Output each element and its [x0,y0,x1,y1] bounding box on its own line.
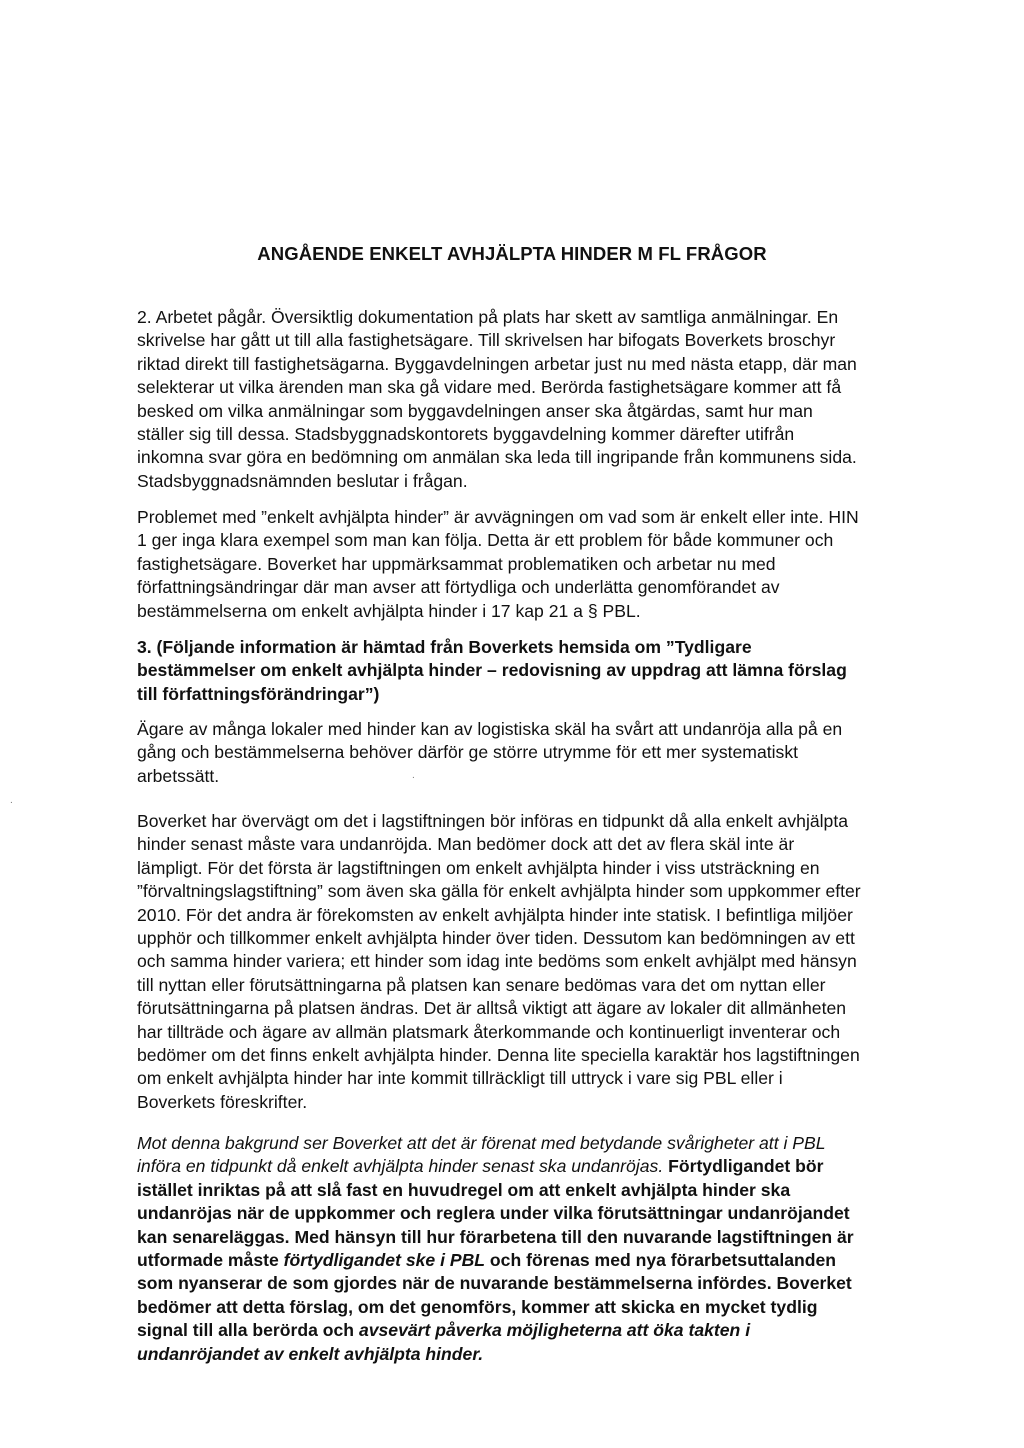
text-line: riktad direkt till fastighetsägarna. Byggavdelningen arbetar just nu med nästa etapp, där man [137,353,857,374]
text-line: ställer sig till dessa. Stadsbyggnadskontorets byggavdelning kommer därefter utifrån [137,424,795,445]
scan-speck: . [10,795,13,806]
italic-line: Mot denna bakgrund ser Boverket att det är förenat med betydande svårigheter att i PBL [137,1133,826,1153]
bold-segment: Förtydligandet bör [663,1156,824,1177]
mixed-line [137,1319,919,1342]
document-title: ANGÅENDE ENKELT AVHJÄLPTA HINDER M FL FRÅGOR [257,243,767,264]
bold-line: bedömer att detta förslag, om det genomförs, kommer att skicka en mycket tydlig [137,1296,818,1317]
text-line: om enkelt avhjälpta hinder har inte kommit tillräckligt till uttryck i vare sig PBL eller i [137,1068,783,1089]
text-line: Stadsbyggnadsnämnden beslutar i frågan. [137,470,468,491]
text-line: förutsättningarna på platsen ändras. Det är alltså viktigt att ägare av lokaler dit allmänheten [137,998,847,1019]
scan-speck: . [412,770,415,781]
problem-paragraph [137,506,919,623]
text-line: selekterar ut vilka ärenden man ska gå vidare med. Berörda fastighetsägare kommer att få [137,377,842,398]
bold-line: undanröjas när de uppkommer och reglera under vilka förutsättningar undanröjandet [137,1203,850,1224]
italic-segment: införa en tidpunkt då enkelt avhjälpta hinder senast ska undanröjas. [137,1156,664,1177]
heading-line: bestämmelser om enkelt avhjälpta hinder – redovisning av uppdrag att lämna förslag [137,660,847,681]
bold-segment: utformade måste [137,1250,284,1271]
text-line: besked om vilka anmälningar som byggavdelningen anser ska åtgärdas, samt hur man [137,400,813,421]
owners-paragraph [137,718,919,788]
boverket-paragraph [137,810,919,1114]
bold-italic-line: undanröjandet av enkelt avhjälpta hinder. [137,1343,484,1364]
text-line: skrivelse har gått ut till alla fastighetsägare. Till skrivelsen har bifogats Boverkets broschyr [137,330,836,351]
text-line: Ägare av många lokaler med hinder kan av logistiska skäl ha svårt att undanröja alla på en [137,719,843,739]
bold-italic-segment: förtydligandet ske i PBL [283,1250,486,1271]
text-line: gång och bestämmelserna behöver därför ge större utrymme för ett mer systematiskt [137,742,799,763]
section-2-paragraph [137,306,919,493]
mixed-line [137,1155,919,1178]
text-line: har tillträde och ägare av allmän platsmark återkommande och kontinuerligt inventerar och [137,1021,841,1042]
text-line: ”förvaltningslagstiftning” som även ska gälla för enkelt avhjälpta hinder som uppkommer efter [137,881,861,902]
text-line: bestämmelserna om enkelt avhjälpta hinder i 17 kap 21 a § PBL. [137,600,641,621]
mixed-line [137,1249,919,1272]
text-line: Problemet med ”enkelt avhjälpta hinder” är avvägningen om vad som är enkelt eller inte. HIN [137,507,859,527]
text-line: fastighetsägare. Boverket har uppmärksammat problematiken och arbetar nu med [137,553,776,574]
bold-line: istället inriktas på att slå fast en huvudregel om att enkelt avhjälpta hinder ska [137,1179,791,1200]
text-line: Boverket har övervägt om det i lagstiftningen bör införas en tidpunkt då alla enkelt avhjälpta [137,811,849,831]
text-line: lämpligt. För det första är lagstiftningen om enkelt avhjälpta hinder i viss utsträckning en [137,857,820,878]
text-line: och samma hinder variera; ett hinder som idag inte bedöms som enkelt avhjälpt med hänsyn [137,951,857,972]
bold-line: kan senareläggas. Med hänsyn till hur förarbetena till den nuvarande lagstiftningen är [137,1226,854,1247]
text-line: 1 ger inga klara exempel som man kan följa. Detta är ett problem för både kommuner och [137,530,834,551]
text-line: Boverkets föreskrifter. [137,1091,308,1112]
bold-segment: och förenas med nya förarbetsuttalanden [485,1250,837,1271]
text-line: författningsändringar där man avser att förtydliga och underlätta genomförandet av [137,577,780,598]
heading-line: till författningsförändringar”) [137,683,380,704]
text-line: bedömer om det finns enkelt avhjälpta hinder. Denna lite speciella karaktär hos lagstiftningen [137,1045,860,1066]
conclusion-paragraph [137,1132,919,1366]
text-line: till nyttan eller förutsättningarna på platsen kan senare bedömas vara det om nyttan eller [137,974,826,995]
text-line: hinder senast måste vara undanröjda. Man bedömer dock att det av flera skäl inte är [137,834,795,855]
heading-line: 3. (Följande information är hämtad från Boverkets hemsida om ”Tydligare [137,637,752,657]
text-line: 2010. För det andra är förekomsten av enkelt avhjälpta hinder inte statisk. I befintliga miljöer [137,904,853,925]
text-line: inkomna svar göra en bedömning om anmälan ska leda till ingripande från kommunens sida. [137,447,857,468]
bold-segment: signal till alla berörda och [137,1320,359,1341]
text-line: arbetssätt. [137,765,220,786]
bold-line: som nyanserar de som gjordes när de nuvarande bestämmelserna infördes. Boverket [137,1273,852,1294]
text-line: 2. Arbetet pågår. Översiktlig dokumentation på plats har skett av samtliga anmälningar. En [137,307,839,327]
text-line: upphör och tillkommer enkelt avhjälpta hinder över tiden. Dessutom kan bedömningen av ett [137,928,855,949]
section-3-heading [137,636,919,706]
bold-italic-segment: avsevärt påverka möjligheterna att öka takten i [358,1320,751,1341]
